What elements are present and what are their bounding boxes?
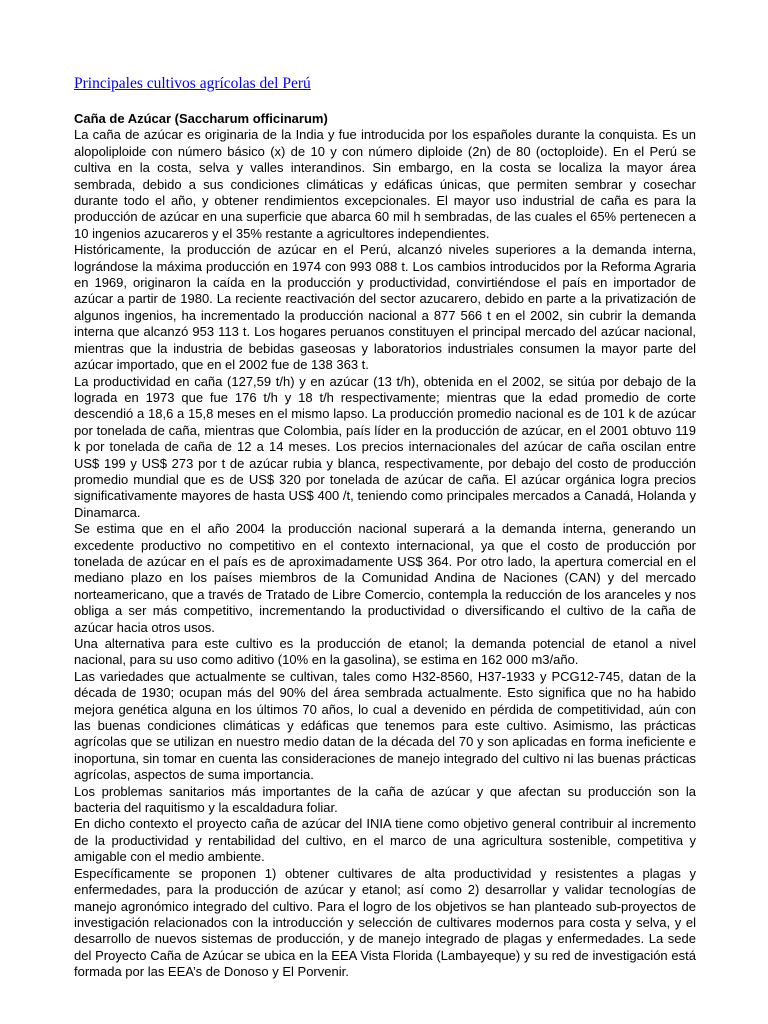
paragraph: Se estima que en el año 2004 la producción nacional superará a la demanda interna, generando un excedente productivo no competitivo en el contexto internacional, ya que el costo de producción por tonelada de azúcar en el país es de aproximadamente US$ 364. Por otro lado, la apertura comercial en el mediano plazo en los países miembros de la Comunidad Andina de Naciones (CAN) y del mercado norteamericano, que a través de Tratado de Libre Comercio, contempla la reducción de los aranceles y nos obliga a ser más competitivo, incrementando la productividad o diversificando el cultivo de la caña de azúcar hacia otros usos. [74, 521, 696, 635]
document-page [74, 74, 696, 981]
paragraph: Específicamente se proponen 1) obtener cultivares de alta productividad y resistentes a plagas y enfermedades, para la producción de azúcar y etanol; así como 2) desarrollar y validar tecnologías de manejo agronómico integrado del cultivo. Para el logro de los objetivos se han planteado sub-proyectos de investigación relacionados con la introducción y selección de cultivares modernos para costa y selva, y el desarrollo de nuevos sistemas de producción, y de manejo integrado de plagas y enfermedades. La sede del Proyecto Caña de Azúcar se ubica en la EEA Vista Florida (Lambayeque) y su red de investigación está formada por las EEA’s de Donoso y El Porvenir. [74, 865, 696, 980]
paragraph: La productividad en caña (127,59 t/h) y en azúcar (13 t/h), obtenida en el 2002, se sitúa por debajo de la lograda en 1973 que fue 176 t/h y 18 t/h respectivamente; mientras que la edad promedio de corte descendió a 18,6 a 15,8 meses en el mismo lapso. La producción promedio nacional es de 101 k de azúcar por tonelada de caña, mientras que Colombia, país líder en la producción de azúcar, en el 2001 obtuvo 119 k por tonelada de caña de 12 a 14 meses. Los precios internacionales del azúcar de caña oscilan entre US$ 199 y US$ 273 por t de azúcar rubia y blanca, respectivamente, por debajo del costo de producción promedio mundial que es de US$ 320 por tonelada de azúcar de caña. El azúcar orgánica logra precios significativamente mayores de hasta US$ 400 /t, teniendo como principales mercados a Canadá, Holanda y Dinamarca. [74, 373, 696, 520]
paragraph: En dicho contexto el proyecto caña de azúcar del INIA tiene como objetivo general contribuir al incremento de la productividad y rentabilidad del cultivo, en el marco de una agricultura sostenible, competitiva y amigable con el medio ambiente. [74, 816, 696, 865]
paragraph: Las variedades que actualmente se cultivan, tales como H32-8560, H37-1933 y PCG12-745, datan de la década de 1930; ocupan más del 90% del área sembrada actualmente. Esto significa que no ha habido mejora genética alguna en los últimos 70 años, lo cual a devenido en pérdida de competitividad, aún con las buenas condiciones climáticas y edáficas que tenemos para este cultivo. Asimismo, las prácticas agrícolas que se utilizan en nuestro medio datan de la década del 70 y son aplicadas en forma ineficiente e inoportuna, sin tomar en cuenta las consideraciones de manejo integrado del cultivo ni las buenas prácticas agrícolas, aspectos de suma importancia. [74, 668, 696, 783]
paragraph: La caña de azúcar es originaria de la India y fue introducida por los españoles durante la conquista. Es un alopoliploide con número básico (x) de 10 y con número diploide (2n) de 80 (octoploide). En el Perú se cultiva en la costa, selva y valles interandinos. Sin embargo, en la costa se localiza la mayor área sembrada, debido a sus condiciones climáticas y edáficas únicas, que permiten sembrar y cosechar durante todo el año, y obtener rendimientos excepcionales. El mayor uso industrial de caña es para la producción de azúcar en una superficie que abarca 60 mil h sembradas, de las cuales el 65% pertenecen a 10 ingenios azucareros y el 35% restante a agricultores independientes. [74, 127, 696, 241]
page-title-link[interactable]: Principales cultivos agrícolas del Perú [74, 75, 311, 92]
paragraph: Históricamente, la producción de azúcar en el Perú, alcanzó niveles superiores a la demanda interna, lográndose la máxima producción en 1974 con 993 088 t. Los cambios introducidos por la Reforma Agraria en 1969, originaron la caída en la producción y productividad, convirtiéndose el país en importador de azúcar a partir de 1980. La reciente reactivación del sector azucarero, debido en parte a la privatización de algunos ingenios, ha incrementado la producción nacional a 877 566 t en el 2002, sin cubrir la demanda interna que alcanzó 953 113 t. Los hogares peruanos constituyen el principal mercado del azúcar nacional, mientras que la industria de bebidas gaseosas y laboratorios industriales consumen la mayor parte del azúcar importado, que en el 2002 fue de 138 363 t. [74, 242, 696, 373]
paragraph: Los problemas sanitarios más importantes de la caña de azúcar y que afectan su producción son la bacteria del raquitismo y la escaldadura foliar. [74, 783, 696, 816]
section-heading: Caña de Azúcar (Saccharum officinarum) [74, 111, 328, 126]
paragraph: Una alternativa para este cultivo es la producción de etanol; la demanda potencial de etanol a nivel nacional, para su uso como aditivo (10% en la gasolina), se estima en 162 000 m3/año. [74, 636, 696, 668]
